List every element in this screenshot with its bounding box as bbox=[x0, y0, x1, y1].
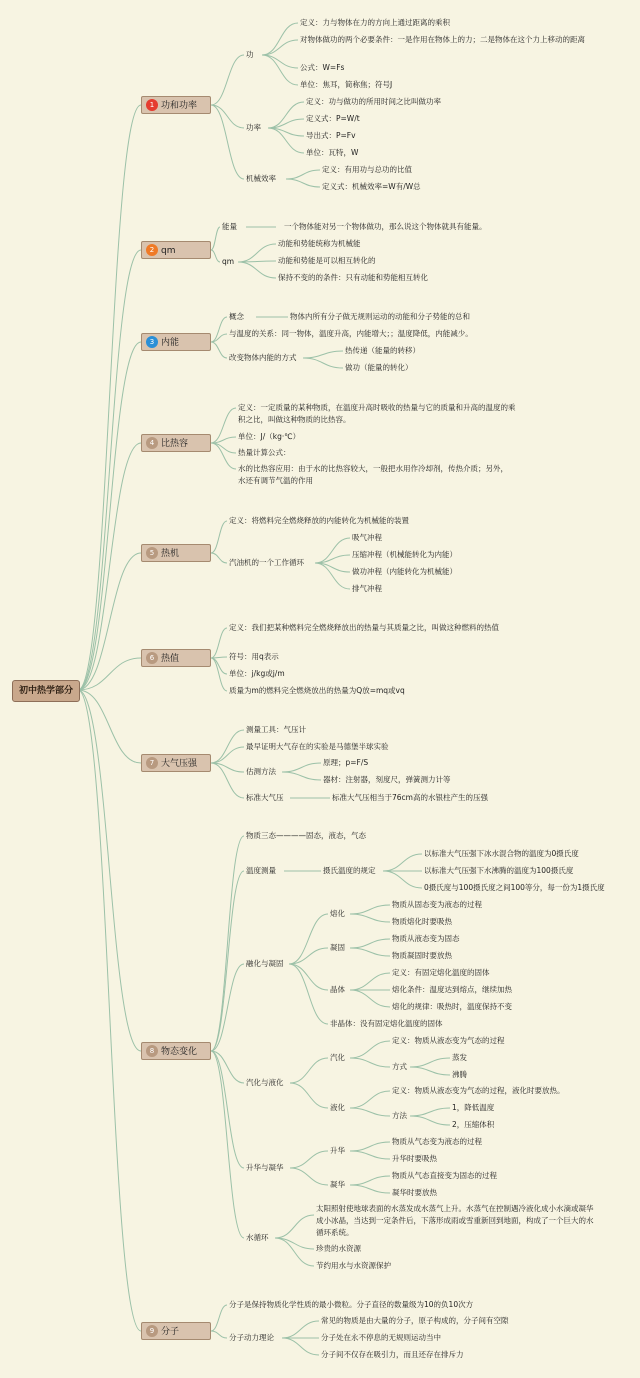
connector-line bbox=[275, 1215, 314, 1238]
connector-line bbox=[315, 563, 350, 589]
connector-line bbox=[290, 1168, 328, 1185]
connector-line bbox=[78, 690, 141, 763]
number-badge: 9 bbox=[146, 1325, 158, 1337]
connector-line bbox=[410, 1067, 450, 1075]
leaf-efficiency-formula: 定义式：机械效率=W有/W总 bbox=[322, 182, 421, 191]
leaf-work-unit: 单位：焦耳，简称焦；符号J bbox=[300, 80, 393, 89]
leaf-forces: 分子间不仅存在吸引力，而且还存在排斥力 bbox=[321, 1350, 464, 1359]
connector-line bbox=[238, 262, 276, 278]
leaf-celsius-zero: 以标准大气压强下冰水混合物的温度为0摄氏度 bbox=[424, 849, 579, 858]
connector-line bbox=[350, 973, 390, 990]
connector-line bbox=[303, 351, 343, 358]
node-melting[interactable]: 熔化 bbox=[330, 909, 345, 918]
node-deposition[interactable]: 凝华 bbox=[330, 1180, 345, 1189]
connector-line bbox=[282, 763, 321, 772]
number-badge: 8 bbox=[146, 1045, 158, 1057]
connector-line bbox=[290, 1083, 328, 1108]
node-standard-pressure[interactable]: 标准大气压 bbox=[246, 793, 284, 802]
leaf-celsius-division: 0摄氏度与100摄氏度之间100等分，每一份为1摄氏度 bbox=[424, 883, 605, 892]
leaf-equipment: 器材：注射器，刻度尺，弹簧测力计等 bbox=[323, 775, 451, 784]
connector-line bbox=[78, 690, 141, 1051]
leaf-efficiency-definition: 定义：有用功与总功的比值 bbox=[322, 165, 412, 174]
connector-line bbox=[350, 1142, 390, 1151]
connector-line bbox=[350, 914, 390, 922]
connector-line bbox=[303, 358, 343, 368]
leaf-measuring-tool: 测量工具：气压计 bbox=[246, 725, 306, 734]
leaf-water-cycle-description: 太阳照射使地球表面的水蒸发成水蒸气上升。水蒸气在控制遇冷液化成小水滴或凝华成小冰晶，当达到一定条件后，下落形成雨或雪重新回到地面，构成了一个巨大的水循环系统。 bbox=[316, 1204, 594, 1237]
node-liquefaction[interactable]: 液化 bbox=[330, 1103, 345, 1112]
branch-internal-energy[interactable] bbox=[141, 333, 211, 351]
leaf-work-conditions: 对物体做功的两个必要条件：一是作用在物体上的力；二是物体在这个力上移动的距离 bbox=[300, 35, 585, 44]
node-temperature-relation[interactable]: 与温度的关系：同一物体，温度升高，内能增大；；温度降低，内能减少。 bbox=[229, 329, 473, 338]
connector-line bbox=[211, 342, 227, 358]
connector-line bbox=[211, 1331, 227, 1338]
connector-line bbox=[410, 1116, 450, 1125]
node-celsius-rule[interactable]: 摄氏温度的规定 bbox=[323, 866, 376, 875]
connector-line bbox=[262, 55, 298, 85]
branch-label: 热值 bbox=[161, 654, 180, 664]
branch-label: qm bbox=[161, 246, 176, 256]
leaf-heat-value-symbol: 符号：用q表示 bbox=[229, 652, 279, 661]
leaf-mechanical-energy: 动能和势能统称为机械能 bbox=[278, 239, 361, 248]
leaf-three-states: 物质三态————固态，液态，气态 bbox=[246, 831, 366, 840]
branch-phase-change[interactable] bbox=[141, 1042, 211, 1060]
connector-line bbox=[383, 871, 422, 888]
node-energy[interactable]: 能量 bbox=[222, 222, 237, 231]
connector-line bbox=[350, 948, 390, 956]
node-solidification[interactable]: 凝固 bbox=[330, 943, 345, 952]
connector-line bbox=[211, 443, 236, 453]
leaf-power-definition: 定义：功与做功的所用时间之比叫做功率 bbox=[306, 97, 441, 106]
leaf-vaporization-definition: 定义：物质从液态变为气态的过程 bbox=[392, 1036, 505, 1045]
connector-line bbox=[262, 23, 298, 55]
connector-line bbox=[350, 1176, 390, 1185]
branch-label: 内能 bbox=[161, 338, 180, 348]
leaf-precious-water: 珍贵的水资源 bbox=[316, 1244, 361, 1253]
connector-line bbox=[211, 553, 227, 563]
node-estimation-method[interactable]: 估测方法 bbox=[246, 767, 276, 776]
node-melting-solidification[interactable]: 融化与凝固 bbox=[246, 959, 284, 968]
connector-line bbox=[238, 244, 276, 262]
leaf-heat-transfer: 热传递（能量的转移） bbox=[345, 346, 420, 355]
branch-heat-value[interactable] bbox=[141, 649, 211, 667]
branch-label: 分子 bbox=[161, 1327, 180, 1337]
connector-line bbox=[211, 658, 227, 674]
node-vaporization[interactable]: 汽化 bbox=[330, 1053, 345, 1062]
number-badge: 2 bbox=[146, 244, 158, 256]
connector-line bbox=[78, 443, 141, 690]
branch-label: 热机 bbox=[161, 549, 180, 559]
connector-line bbox=[350, 1058, 390, 1067]
leaf-conservation-condition: 保持不变的的条件：只有动能和势能相互转化 bbox=[278, 273, 428, 282]
number-badge: 1 bbox=[146, 99, 158, 111]
leaf-power-derived: 导出式：P=Fv bbox=[306, 131, 356, 140]
connector-line bbox=[282, 1338, 319, 1355]
connector-line bbox=[211, 1305, 227, 1331]
branch-label: 功和功率 bbox=[161, 101, 198, 111]
node-qm[interactable]: qm bbox=[222, 257, 235, 266]
connector-line bbox=[383, 854, 422, 871]
connector-line bbox=[275, 1238, 314, 1266]
connector-line bbox=[282, 1321, 319, 1338]
node-crystal[interactable]: 晶体 bbox=[330, 985, 345, 994]
leaf-heat-engine-definition: 定义：将燃料完全燃烧释放的内能转化为机械能的装置 bbox=[229, 516, 409, 525]
leaf-deposition-definition: 物质从气态直接变为固态的过程 bbox=[392, 1171, 497, 1180]
leaf-water-application: 水的比热容应用：由于水的比热容较大，一般把水用作冷却剂，传热介质；另外，水还有调节气温的作用 bbox=[238, 464, 508, 485]
connector-line bbox=[78, 250, 141, 690]
leaf-lower-temperature: 1，降低温度 bbox=[452, 1103, 495, 1112]
connector-line bbox=[289, 948, 328, 964]
branch-atmospheric-pressure[interactable] bbox=[141, 754, 211, 772]
number-badge: 5 bbox=[146, 547, 158, 559]
leaf-random-motion: 分子处在永不停息的无规则运动当中 bbox=[321, 1333, 441, 1342]
connector-line bbox=[211, 836, 244, 1051]
leaf-melting-absorbs: 物质熔化时要吸热 bbox=[392, 917, 452, 926]
connector-line bbox=[211, 871, 244, 1051]
leaf-sublimation-definition: 物质从气态变为液态的过程 bbox=[392, 1137, 482, 1146]
branch-specific-heat[interactable] bbox=[141, 434, 211, 452]
connector-line bbox=[211, 105, 244, 128]
connector-line bbox=[350, 1041, 390, 1058]
number-badge: 6 bbox=[146, 652, 158, 664]
node-liquefaction-methods[interactable]: 方法 bbox=[392, 1111, 407, 1120]
branch-label: 物态变化 bbox=[161, 1047, 198, 1057]
leaf-specific-heat-definition: 定义：一定质量的某种物质，在温度升高时吸收的热量与它的质量和升高的温度的乘积之比，叫做这种物质的比热容。 bbox=[238, 403, 516, 424]
leaf-specific-heat-unit: 单位：J/（kg·℃） bbox=[238, 432, 301, 441]
leaf-doing-work: 做功（能量的转化） bbox=[345, 363, 413, 372]
leaf-intake-stroke: 吸气冲程 bbox=[352, 533, 382, 542]
connector-line bbox=[350, 1185, 390, 1193]
connector-line bbox=[78, 690, 141, 1331]
leaf-energy-definition: 一个物体能对另一个物体做功，那么说这个物体就具有能量。 bbox=[284, 222, 487, 231]
connector-line bbox=[211, 747, 244, 763]
connector-line bbox=[211, 628, 227, 658]
node-concept[interactable]: 概念 bbox=[229, 312, 244, 321]
leaf-heat-value-formula: 质量为m的燃料完全燃烧放出的热量为Q放=mq或vq bbox=[229, 686, 405, 695]
root-node[interactable]: 初中热学部分 bbox=[12, 680, 80, 702]
leaf-melting-definition: 物质从固态变为液态的过程 bbox=[392, 900, 482, 909]
connector-line bbox=[211, 443, 236, 469]
leaf-magdeburg: 最早证明大气存在的实验是马德堡半球实验 bbox=[246, 742, 389, 751]
node-sublimation[interactable]: 升华 bbox=[330, 1146, 345, 1155]
node-vaporization-ways[interactable]: 方式 bbox=[392, 1062, 407, 1071]
leaf-principle: 原理；p=F/S bbox=[323, 758, 369, 767]
leaf-solidification-releases: 物质凝固时要放热 bbox=[392, 951, 452, 960]
branch-molecule[interactable] bbox=[141, 1322, 211, 1340]
connector-line bbox=[350, 1091, 390, 1108]
node-molecular-theory[interactable]: 分子动力理论 bbox=[229, 1333, 274, 1342]
leaf-internal-energy-definition: 物体内所有分子做无规则运动的动能和分子势能的总和 bbox=[290, 312, 470, 321]
connector-line bbox=[211, 763, 244, 798]
leaf-crystal-definition: 定义：有固定熔化温度的固体 bbox=[392, 968, 490, 977]
leaf-deposition-releases: 凝华时要放热 bbox=[392, 1188, 437, 1197]
number-badge: 3 bbox=[146, 336, 158, 348]
connector-line bbox=[211, 1051, 244, 1168]
leaf-compression-stroke: 压缩冲程（机械能转化为内能） bbox=[352, 550, 457, 559]
leaf-evaporation: 蒸发 bbox=[452, 1053, 467, 1062]
node-vaporization-liquefaction[interactable]: 汽化与液化 bbox=[246, 1078, 284, 1087]
connector-line bbox=[410, 1108, 450, 1116]
leaf-work-definition: 定义：力与物体在力的方向上通过距离的乘积 bbox=[300, 18, 450, 27]
node-power[interactable]: 功率 bbox=[246, 123, 261, 132]
connector-line bbox=[262, 40, 298, 55]
connector-line bbox=[282, 772, 321, 780]
connector-line bbox=[350, 1108, 390, 1116]
leaf-boiling: 沸腾 bbox=[452, 1070, 467, 1079]
node-sublimation-deposition[interactable]: 升华与凝华 bbox=[246, 1163, 284, 1172]
branch-label: 比热容 bbox=[161, 439, 189, 449]
leaf-exhaust-stroke: 排气冲程 bbox=[352, 584, 382, 593]
connector-line bbox=[211, 521, 227, 553]
connector-line bbox=[211, 250, 220, 262]
leaf-crystal-rule: 熔化的规律：吸热时，温度保持不变 bbox=[392, 1002, 512, 1011]
leaf-composition: 常见的物质是由大量的分子，原子构成的，分子间有空隙 bbox=[321, 1316, 509, 1325]
connector-line bbox=[289, 964, 328, 1024]
leaf-water-saving: 节约用水与水资源保护 bbox=[316, 1261, 391, 1270]
connector-line bbox=[350, 905, 390, 914]
number-badge: 7 bbox=[146, 757, 158, 769]
connector-line bbox=[268, 102, 304, 128]
connector-line bbox=[262, 55, 298, 68]
leaf-compress-volume: 2，压缩体积 bbox=[452, 1120, 495, 1129]
connector-line bbox=[290, 1058, 328, 1083]
leaf-energy-conversion: 动能和势能是可以相互转化的 bbox=[278, 256, 376, 265]
leaf-standard-pressure: 标准大气压相当于76cm高的水银柱产生的压强 bbox=[332, 793, 488, 802]
connector-line bbox=[211, 658, 227, 691]
connector-line bbox=[286, 179, 320, 187]
connector-line bbox=[211, 227, 220, 250]
connector-line bbox=[286, 170, 320, 179]
branch-heat-engine[interactable] bbox=[141, 544, 211, 562]
leaf-heat-value-unit: 单位：j/kg或j/m bbox=[229, 669, 285, 678]
node-work[interactable]: 功 bbox=[246, 50, 254, 59]
leaf-crystal-condition: 熔化条件：温度达到熔点，继续加热 bbox=[392, 985, 512, 994]
leaf-molecule-definition: 分子是保持物质化学性质的最小微粒。分子直径的数量级为10的负10次方 bbox=[229, 1300, 474, 1309]
branch-qm[interactable] bbox=[141, 241, 211, 259]
node-work-cycle[interactable]: 汽油机的一个工作循环 bbox=[229, 558, 304, 567]
leaf-celsius-hundred: 以标准大气压强下水沸腾的温度为100摄氏度 bbox=[424, 866, 574, 875]
connector-line bbox=[211, 964, 244, 1051]
node-change-methods[interactable]: 改变物体内能的方式 bbox=[229, 353, 297, 362]
connector-line bbox=[350, 990, 390, 1007]
number-badge: 4 bbox=[146, 437, 158, 449]
leaf-power-formula: 定义式：P=W/t bbox=[306, 114, 360, 123]
connector-line bbox=[275, 1238, 314, 1249]
node-water-cycle[interactable]: 水循环 bbox=[246, 1233, 269, 1242]
leaf-solidification-definition: 物质从液态变为固态 bbox=[392, 934, 460, 943]
branch-label: 大气压强 bbox=[161, 759, 198, 769]
leaf-work-formula: 公式：W=Fs bbox=[300, 63, 345, 72]
connector-line bbox=[211, 1051, 244, 1238]
connector-line bbox=[350, 1151, 390, 1159]
connector-line bbox=[410, 1058, 450, 1067]
leaf-power-unit: 单位：瓦特，W bbox=[306, 148, 359, 157]
leaf-heat-formula: 热量计算公式： bbox=[238, 448, 291, 457]
connector-line bbox=[78, 105, 141, 690]
connector-line bbox=[350, 939, 390, 948]
leaf-amorphous: 非晶体：没有固定熔化温度的固体 bbox=[330, 1019, 443, 1028]
leaf-sublimation-absorbs: 升华时要吸热 bbox=[392, 1154, 437, 1163]
connector-line bbox=[211, 730, 244, 763]
connector-line bbox=[211, 55, 244, 105]
branch-work-power[interactable] bbox=[141, 96, 211, 114]
leaf-liquefaction-definition: 定义：物质从液态变为气态的过程，液化时要放热。 bbox=[392, 1086, 565, 1095]
node-efficiency[interactable]: 机械效率 bbox=[246, 174, 276, 183]
node-temperature-measurement[interactable]: 温度测量 bbox=[246, 866, 276, 875]
leaf-heat-value-definition: 定义：我们把某种燃料完全燃烧释放出的热量与其质量之比，叫做这种燃料的热值 bbox=[229, 623, 499, 632]
connector-line bbox=[290, 1151, 328, 1168]
leaf-power-stroke: 做功冲程（内能转化为机械能） bbox=[352, 567, 457, 576]
connector-line bbox=[289, 964, 328, 990]
